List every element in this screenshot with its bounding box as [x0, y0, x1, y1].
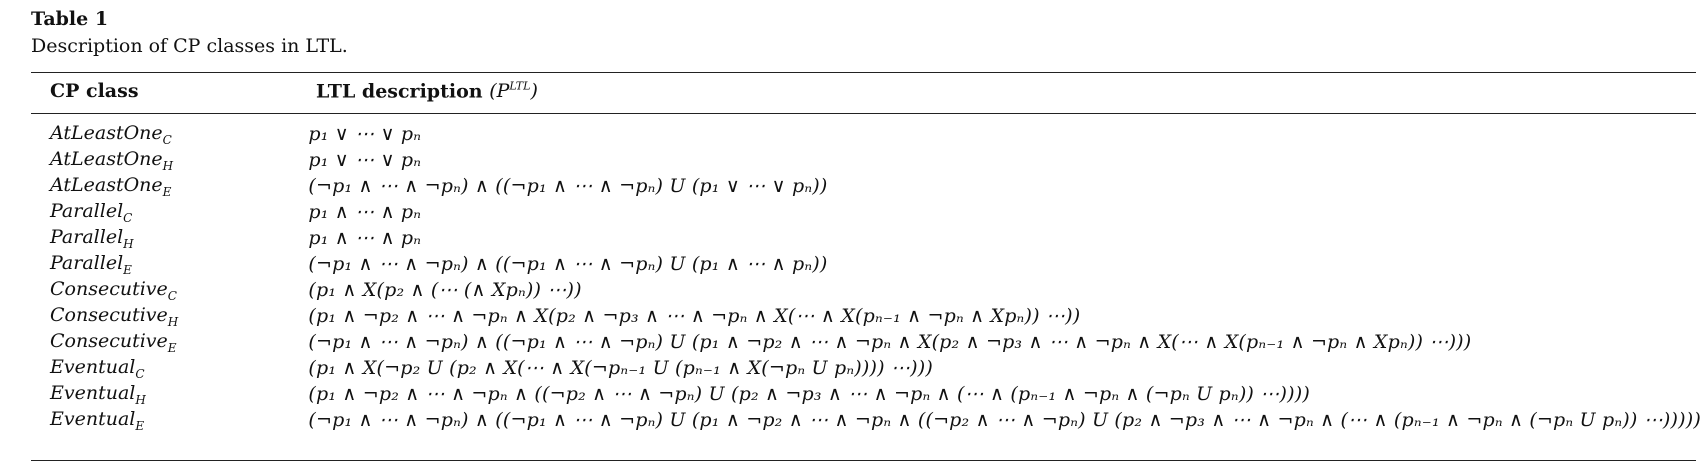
ltl-formula-cell: (¬p₁ ∧ ⋯ ∧ ¬pₙ) ∧ ((¬p₁ ∧ ⋯ ∧ ¬pₙ) U (p₁ ∧ ¬p₂ ∧ ⋯ ∧ ¬pₙ ∧ ((¬p₂ ∧ ⋯ ∧ ¬pₙ) U (p₂ ∧ ¬p₃ ∧ ⋯ ∧ ¬pₙ ∧ (⋯ ∧ (pₙ₋₁ ∧ ¬pₙ ∧ (¬pₙ U pₙ)) ⋯))))): [308, 409, 1701, 431]
ltl-formula-cell: (p₁ ∧ ¬p₂ ∧ ⋯ ∧ ¬pₙ ∧ ((¬p₂ ∧ ⋯ ∧ ¬pₙ) U (p₂ ∧ ¬p₃ ∧ ⋯ ∧ ¬pₙ ∧ (⋯ ∧ (pₙ₋₁ ∧ ¬pₙ ∧ (¬pₙ U pₙ)) ⋯)))): [308, 383, 1310, 405]
table-row: [44, 329, 1707, 355]
table-row: [44, 173, 1707, 199]
header-ltl-description-label: LTL description: [316, 80, 483, 103]
cp-class-cell: Eventual$_C$: [50, 355, 145, 381]
cp-classes-table: [44, 121, 1707, 433]
table-row: [44, 225, 1707, 251]
table-row: [44, 381, 1707, 407]
table-caption: Description of CP classes in LTL.: [31, 35, 348, 57]
cp-class-cell: AtLeastOne$_E$: [50, 173, 172, 199]
cp-class-cell: Consecutive$_H$: [50, 303, 179, 329]
ltl-formula-cell: p₁ ∨ ⋯ ∨ pₙ: [308, 149, 422, 171]
ltl-formula-cell: p₁ ∧ ⋯ ∧ pₙ: [308, 227, 422, 249]
ltl-formula-cell: (p₁ ∧ X(p₂ ∧ (⋯ (∧ Xpₙ)) ⋯)): [308, 279, 582, 301]
table-row: [44, 407, 1707, 433]
table-row: [44, 277, 1707, 303]
cp-class-cell: Consecutive$_C$: [50, 277, 177, 303]
table-row: [44, 251, 1707, 277]
ltl-formula-cell: (¬p₁ ∧ ⋯ ∧ ¬pₙ) ∧ ((¬p₁ ∧ ⋯ ∧ ¬pₙ) U (p₁ ∧ ¬p₂ ∧ ⋯ ∧ ¬pₙ ∧ X(p₂ ∧ ¬p₃ ∧ ⋯ ∧ ¬pₙ ∧ X(⋯ ∧ X(pₙ₋₁ ∧ ¬pₙ ∧ Xpₙ)) ⋯))): [308, 331, 1472, 353]
ltl-formula-cell: (p₁ ∧ ¬p₂ ∧ ⋯ ∧ ¬pₙ ∧ X(p₂ ∧ ¬p₃ ∧ ⋯ ∧ ¬pₙ ∧ X(⋯ ∧ X(pₙ₋₁ ∧ ¬pₙ ∧ Xpₙ)) ⋯)): [308, 305, 1081, 327]
ltl-formula-cell: p₁ ∨ ⋯ ∨ pₙ: [308, 123, 422, 145]
header-ltl-description: [316, 80, 538, 102]
ltl-formula-cell: (¬p₁ ∧ ⋯ ∧ ¬pₙ) ∧ ((¬p₁ ∧ ⋯ ∧ ¬pₙ) U (p₁ ∧ ⋯ ∧ pₙ)): [308, 253, 828, 275]
cp-class-cell: Parallel$_H$: [50, 225, 134, 251]
bottom-rule: [31, 460, 1696, 461]
header-ltl-symbol: $(P^{LTL})$: [489, 80, 538, 103]
table-row: [44, 147, 1707, 173]
cp-class-cell: Parallel$_C$: [50, 199, 133, 225]
top-rule: [31, 72, 1696, 73]
cp-class-cell: Consecutive$_E$: [50, 329, 177, 355]
cp-class-cell: AtLeastOne$_C$: [50, 121, 172, 147]
ltl-formula-cell: (p₁ ∧ X(¬p₂ U (p₂ ∧ X(⋯ ∧ X(¬pₙ₋₁ U (pₙ₋₁ ∧ X(¬pₙ U pₙ)))) ⋯))): [308, 357, 933, 379]
ltl-formula-cell: p₁ ∧ ⋯ ∧ pₙ: [308, 201, 422, 223]
table-row: [44, 121, 1707, 147]
table-row: [44, 355, 1707, 381]
ltl-formula-cell: (¬p₁ ∧ ⋯ ∧ ¬pₙ) ∧ ((¬p₁ ∧ ⋯ ∧ ¬pₙ) U (p₁ ∨ ⋯ ∨ pₙ)): [308, 175, 828, 197]
cp-class-cell: AtLeastOne$_H$: [50, 147, 174, 173]
table-row: [44, 303, 1707, 329]
cp-class-cell: Eventual$_H$: [50, 381, 146, 407]
table-row: [44, 199, 1707, 225]
header-rule: [31, 113, 1696, 114]
cp-class-cell: Eventual$_E$: [50, 407, 145, 433]
header-cp-class: CP class: [50, 80, 139, 102]
table-title: Table 1: [31, 8, 109, 30]
cp-class-cell: Parallel$_E$: [50, 251, 132, 277]
